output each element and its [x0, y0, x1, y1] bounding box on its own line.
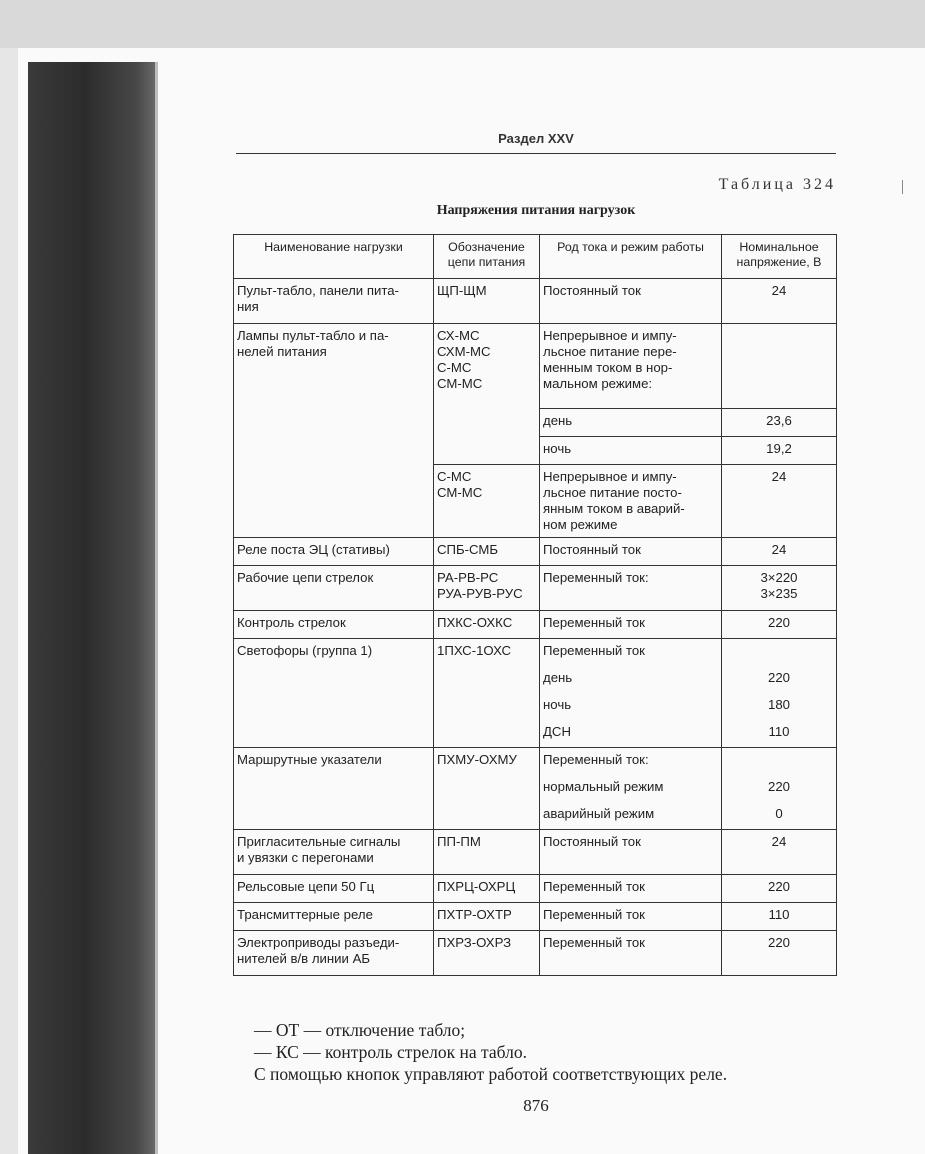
table-row	[234, 324, 837, 409]
mode-sub: ДСН	[540, 720, 722, 748]
circuit-code: ПХТР-ОХТР	[434, 903, 540, 931]
column-header: Род тока и режим работы	[540, 235, 722, 279]
load-name: Маршрутные указатели	[234, 748, 434, 830]
load-name: Пульт-табло, панели пита- ния	[234, 279, 434, 324]
voltage-value: 220	[722, 666, 837, 693]
note-line: — ОТ — отключение табло;	[254, 1020, 466, 1040]
voltage-value: 220	[722, 875, 837, 903]
voltage-value	[722, 324, 837, 409]
table-number: Таблица 324	[718, 176, 836, 193]
load-name: Пригласительные сигналы и увязки с перегонами	[234, 830, 434, 875]
load-name: Лампы пульт-табло и па- нелей питания	[234, 324, 434, 538]
voltage-value: 24	[722, 538, 837, 566]
circuit-code: ПХКС-ОХКС	[434, 611, 540, 639]
load-name: Реле поста ЭЦ (стативы)	[234, 538, 434, 566]
current-mode: Переменный ток	[540, 903, 722, 931]
current-mode: Постоянный ток	[540, 538, 722, 566]
column-header: Обозначение цепи питания	[434, 235, 540, 279]
circuit-code: С-МС СМ-МС	[434, 465, 540, 538]
column-header: Номинальное напряжение, В	[722, 235, 837, 279]
mode-sub: нормальный режим	[540, 775, 722, 802]
current-mode: Постоянный ток	[540, 830, 722, 875]
section-header: Раздел XXV	[498, 131, 574, 146]
table-row	[234, 748, 837, 776]
circuit-code: РА-РВ-РС РУА-РУВ-РУС	[434, 566, 540, 611]
load-name: Рабочие цепи стрелок	[234, 566, 434, 611]
mode-sub: день	[540, 666, 722, 693]
load-name: Электроприводы разъеди- нителей в/в линии АБ	[234, 931, 434, 976]
table-row	[234, 931, 837, 976]
current-mode: Переменный ток:	[540, 566, 722, 611]
voltage-value: 24	[722, 465, 837, 538]
current-mode: Переменный ток	[540, 611, 722, 639]
scan-top-band	[0, 0, 925, 48]
load-name: Рельсовые цепи 50 Гц	[234, 875, 434, 903]
table-row	[234, 279, 837, 324]
current-mode: Переменный ток	[540, 639, 722, 667]
circuit-code: ПХРЦ-ОХРЦ	[434, 875, 540, 903]
note-line: С помощью кнопок управляют работой соответствующих реле.	[254, 1064, 728, 1084]
voltage-value: 0	[722, 802, 837, 830]
notes-block	[254, 1019, 874, 1085]
voltage-value	[722, 639, 837, 667]
current-mode: Постоянный ток	[540, 279, 722, 324]
circuit-code: СХ-МС СХМ-МС С-МС СМ-МС	[434, 324, 540, 465]
circuit-code: ПХМУ-ОХМУ	[434, 748, 540, 830]
table-row	[234, 875, 837, 903]
table-row	[234, 538, 837, 566]
circuit-code: ЩП-ЩМ	[434, 279, 540, 324]
voltage-value: 19,2	[722, 437, 837, 465]
voltage-value: 3×220 3×235	[722, 566, 837, 611]
load-name: Контроль стрелок	[234, 611, 434, 639]
current-mode: Непрерывное и импу- льсное питание пере- менным током в нор- мальном режиме:	[540, 324, 722, 409]
page-number: 876	[523, 1096, 549, 1115]
circuit-code: ПП-ПМ	[434, 830, 540, 875]
table-title: Напряжения питания нагрузок	[436, 203, 636, 218]
current-mode: Переменный ток	[540, 931, 722, 976]
voltage-value: 180	[722, 693, 837, 720]
table-row	[234, 566, 837, 611]
note-line: — КС — контроль стрелок на табло.	[254, 1042, 527, 1062]
table-row	[234, 830, 837, 875]
load-name: Трансмиттерные реле	[234, 903, 434, 931]
circuit-code: ПХРЗ-ОХРЗ	[434, 931, 540, 976]
mode-sub: ночь	[540, 437, 722, 465]
current-mode: Непрерывное и импу- льсное питание посто- янным током в аварий- ном режиме	[540, 465, 722, 538]
page-gutter-edge	[155, 62, 158, 1154]
voltage-value: 220	[722, 611, 837, 639]
voltage-value: 24	[722, 279, 837, 324]
table-row	[234, 611, 837, 639]
column-header: Наименование нагрузки	[234, 235, 434, 279]
load-name: Светофоры (группа 1)	[234, 639, 434, 748]
mode-sub: ночь	[540, 693, 722, 720]
circuit-code: СПБ-СМБ	[434, 538, 540, 566]
table-header-row	[234, 235, 837, 279]
mode-sub: день	[540, 409, 722, 437]
book-spine-shadow	[28, 62, 156, 1154]
voltage-value: 220	[722, 775, 837, 802]
mode-sub: аварийный режим	[540, 802, 722, 830]
voltage-value: 110	[722, 903, 837, 931]
current-mode: Переменный ток	[540, 875, 722, 903]
table-row	[234, 903, 837, 931]
voltage-value: 24	[722, 830, 837, 875]
header-rule	[236, 153, 836, 154]
voltage-value	[722, 748, 837, 776]
circuit-code: 1ПХС-1ОХС	[434, 639, 540, 748]
voltage-value: 23,6	[722, 409, 837, 437]
voltage-table	[233, 234, 837, 976]
voltage-value: 220	[722, 931, 837, 976]
voltage-value: 110	[722, 720, 837, 748]
scan-mark	[902, 180, 903, 194]
current-mode: Переменный ток:	[540, 748, 722, 776]
table-row	[234, 639, 837, 667]
